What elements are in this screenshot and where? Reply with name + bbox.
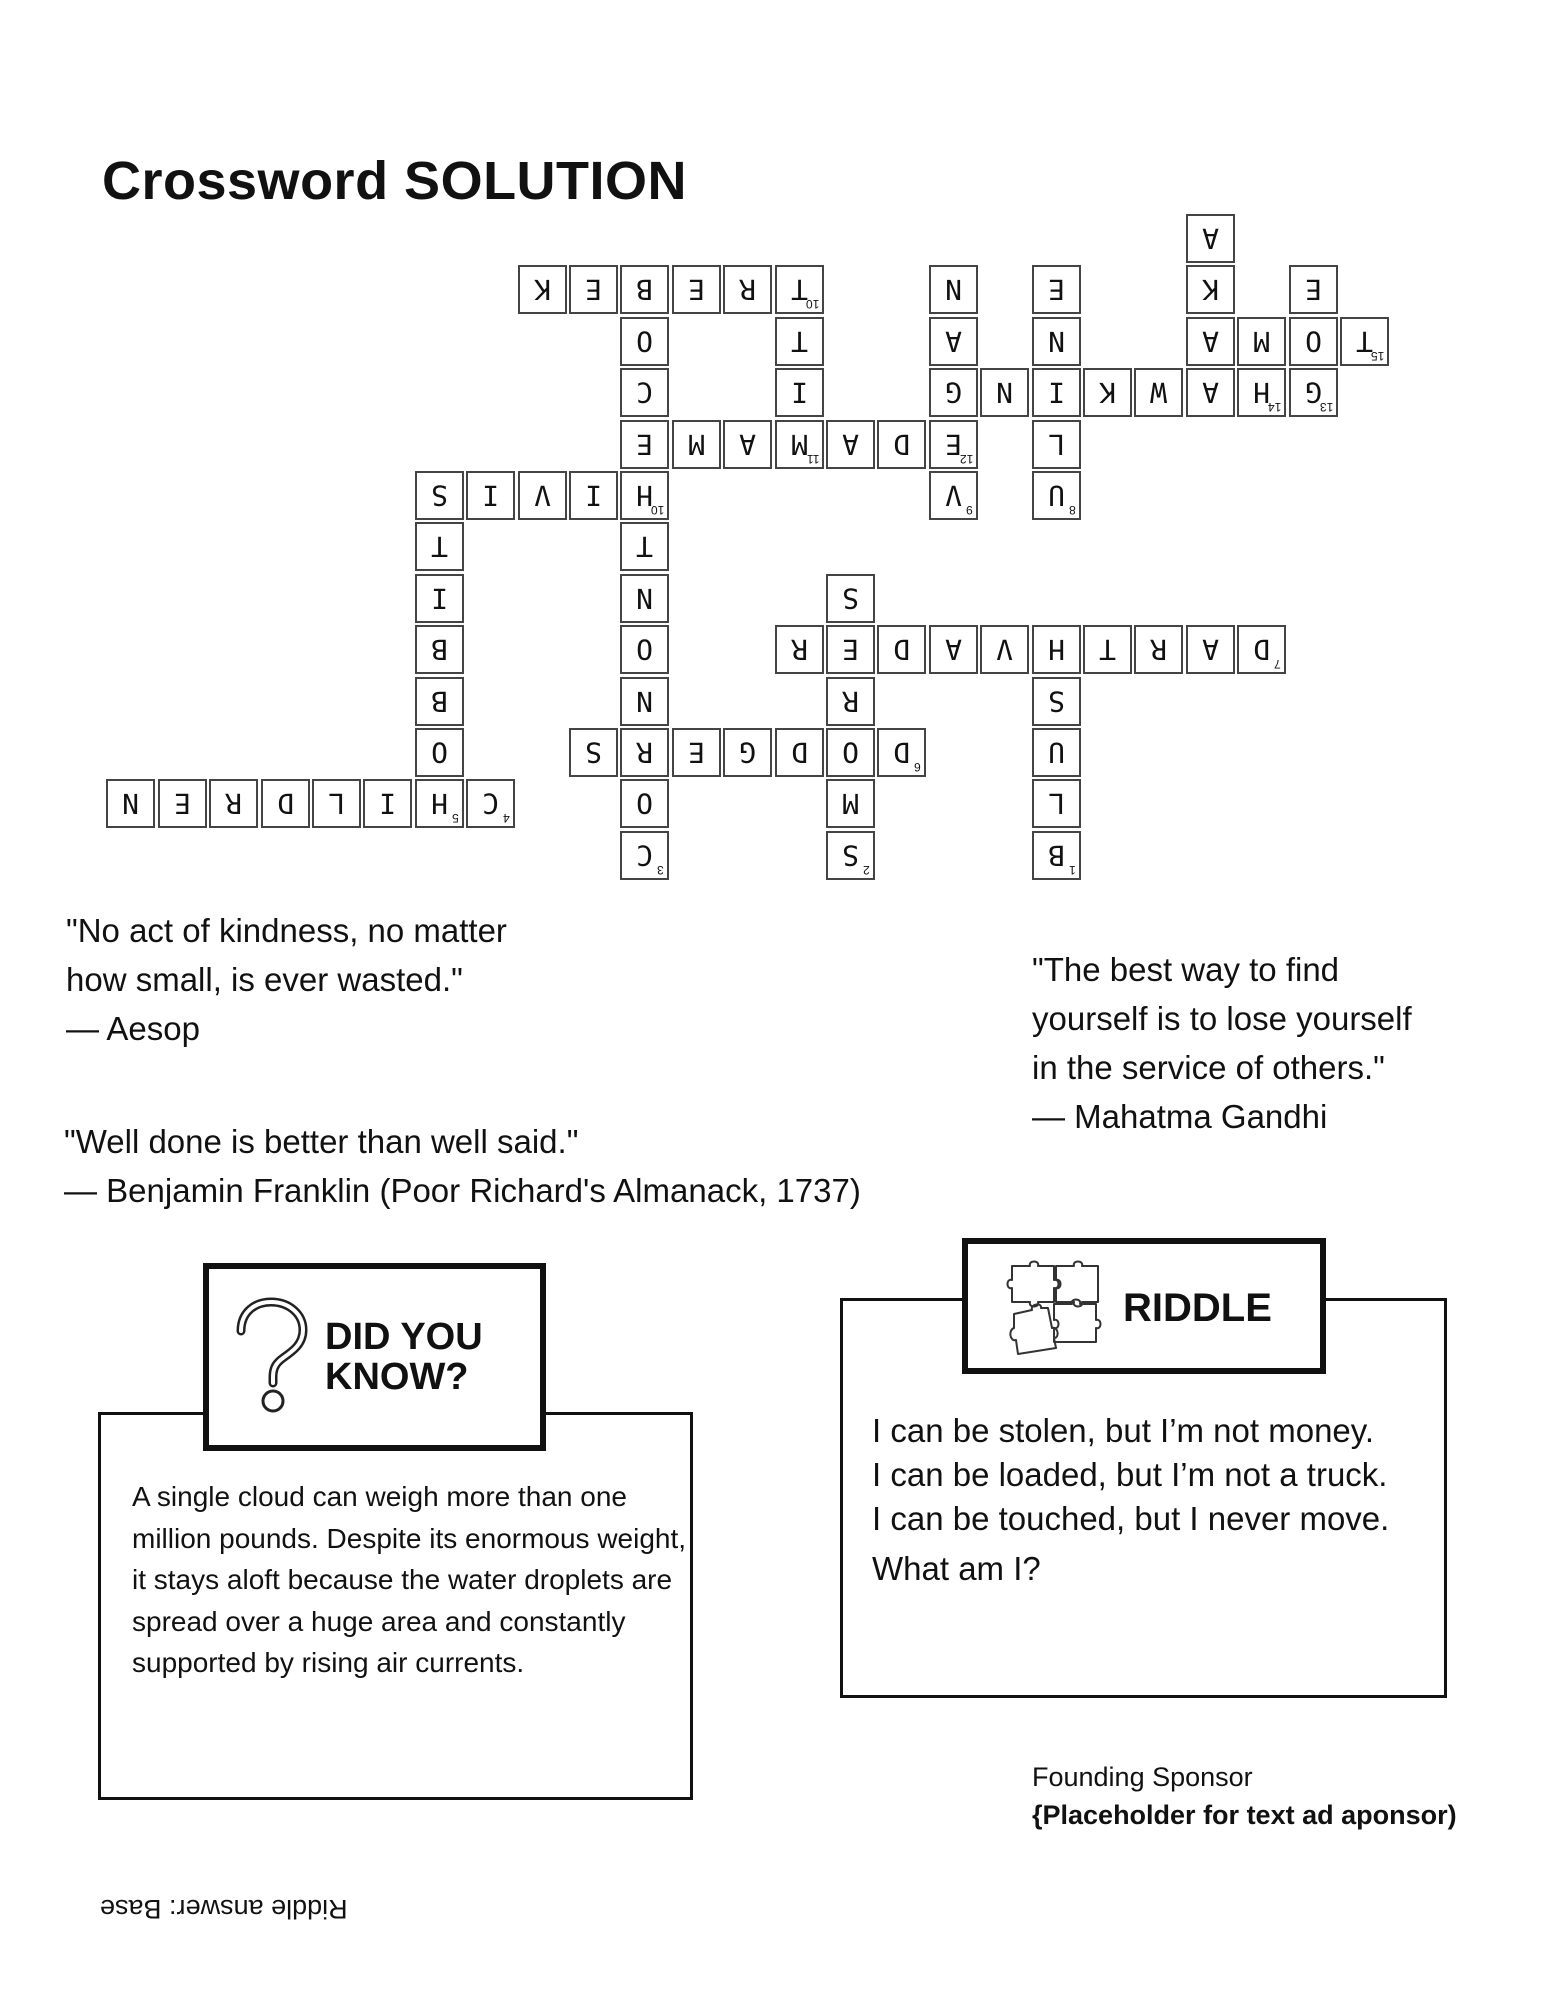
- cell-letter: K: [1099, 376, 1116, 409]
- cell-letter: E: [174, 787, 191, 820]
- crossword-cell: [415, 625, 464, 674]
- cell-letter: T: [431, 530, 448, 563]
- crossword-cell: [106, 779, 155, 828]
- cell-letter: D: [1253, 633, 1270, 666]
- crossword-cell: [569, 471, 618, 520]
- crossword-cell: [775, 728, 824, 777]
- cell-letter: W: [1150, 376, 1167, 409]
- crossword-cell: [312, 779, 361, 828]
- crossword-cell: [1186, 317, 1235, 366]
- quote-author: — Aesop: [66, 1010, 200, 1047]
- quote-franklin: [64, 1117, 861, 1215]
- cell-letter: N: [945, 273, 962, 306]
- sponsor-placeholder: {Placeholder for text ad aponsor): [1032, 1800, 1457, 1830]
- cell-letter: S: [431, 479, 448, 512]
- cell-letter: E: [945, 428, 962, 461]
- sponsor-label: Founding Sponsor: [1032, 1762, 1253, 1792]
- cell-letter: S: [842, 839, 859, 872]
- cell-letter: T: [791, 325, 808, 358]
- crossword-cell: [620, 368, 669, 417]
- cell-number: 11: [806, 452, 819, 466]
- cell-letter: A: [842, 428, 859, 461]
- question-mark-icon: [233, 1297, 309, 1415]
- crossword-cell: [672, 728, 721, 777]
- cell-letter: B: [431, 633, 448, 666]
- cell-letter: A: [1202, 376, 1219, 409]
- riddle-tab: [962, 1238, 1326, 1374]
- cell-letter: I: [585, 479, 602, 512]
- crossword-cell: [826, 625, 875, 674]
- crossword-cell: [158, 779, 207, 828]
- cell-letter: E: [1305, 273, 1322, 306]
- cell-letter: T: [791, 273, 808, 306]
- cell-number: 12: [959, 452, 973, 466]
- cell-number: 14: [1267, 400, 1281, 414]
- cell-letter: K: [534, 273, 551, 306]
- cell-letter: M: [842, 787, 859, 820]
- crossword-cell: [415, 779, 464, 828]
- cell-letter: N: [996, 376, 1013, 409]
- quote-author: — Mahatma Gandhi: [1032, 1098, 1328, 1135]
- riddle-question: What am I?: [872, 1550, 1041, 1587]
- cell-letter: H: [431, 787, 448, 820]
- crossword-cell: [518, 471, 567, 520]
- crossword-cell: [672, 265, 721, 314]
- crossword-cell: [1186, 265, 1235, 314]
- crossword-cell: [826, 831, 875, 880]
- quote-line: yourself is to lose yourself: [1032, 1000, 1412, 1037]
- crossword-cell: [1032, 625, 1081, 674]
- cell-letter: U: [1048, 736, 1065, 769]
- riddle-line: I can be stolen, but I’m not money.: [872, 1412, 1374, 1449]
- cell-letter: S: [1048, 685, 1065, 718]
- quote-line: "Well done is better than well said.": [64, 1123, 579, 1160]
- cell-letter: A: [945, 325, 962, 358]
- sponsor-block: [1032, 1758, 1457, 1834]
- riddle-body: [872, 1409, 1389, 1591]
- riddle-line: I can be touched, but I never move.: [872, 1500, 1390, 1537]
- cell-letter: I: [1048, 376, 1065, 409]
- crossword-cell: [569, 728, 618, 777]
- crossword-cell: [1083, 368, 1132, 417]
- crossword-cell: [826, 728, 875, 777]
- crossword-cell: [1237, 368, 1286, 417]
- cell-letter: D: [791, 736, 808, 769]
- crossword-cell: [672, 420, 721, 469]
- cell-letter: A: [945, 633, 962, 666]
- cell-letter: L: [1048, 428, 1065, 461]
- crossword-cell: [1134, 368, 1183, 417]
- crossword-cell: [415, 677, 464, 726]
- cell-letter: A: [1202, 222, 1219, 255]
- cell-letter: I: [431, 582, 448, 615]
- cell-number: 4: [503, 811, 510, 825]
- crossword-cell: [1186, 368, 1235, 417]
- crossword-cell: [1289, 317, 1338, 366]
- crossword-cell: [929, 420, 978, 469]
- crossword-cell: [929, 368, 978, 417]
- crossword-cell: [518, 265, 567, 314]
- cell-letter: D: [893, 633, 910, 666]
- crossword-cell: [1032, 677, 1081, 726]
- page-title: Crossword SOLUTION: [102, 151, 688, 211]
- cell-letter: R: [791, 633, 808, 666]
- cell-letter: E: [636, 428, 653, 461]
- cell-letter: B: [431, 685, 448, 718]
- crossword-cell: [620, 831, 669, 880]
- cell-letter: M: [688, 428, 705, 461]
- cell-letter: A: [1202, 633, 1219, 666]
- cell-letter: I: [482, 479, 499, 512]
- crossword-cell: [620, 574, 669, 623]
- crossword-cell: [1237, 625, 1286, 674]
- cell-letter: R: [636, 736, 653, 769]
- cell-letter: N: [122, 787, 139, 820]
- crossword-cell: [877, 728, 926, 777]
- crossword-cell: [620, 471, 669, 520]
- cell-letter: E: [688, 273, 705, 306]
- did-you-know-tab: [203, 1263, 546, 1451]
- crossword-cell: [620, 728, 669, 777]
- cell-letter: O: [636, 633, 653, 666]
- cell-letter: N: [636, 582, 653, 615]
- cell-letter: R: [739, 273, 756, 306]
- crossword-cell: [723, 728, 772, 777]
- crossword-cell: [620, 317, 669, 366]
- crossword-cell: [1083, 625, 1132, 674]
- cell-letter: R: [225, 787, 242, 820]
- crossword-cell: [1289, 368, 1338, 417]
- cell-letter: C: [636, 376, 653, 409]
- riddle-answer: Riddle answer: Base: [100, 1894, 348, 1924]
- cell-letter: L: [328, 787, 345, 820]
- crossword-cell: [1032, 831, 1081, 880]
- crossword-cell: [415, 728, 464, 777]
- cell-letter: L: [1048, 787, 1065, 820]
- cell-letter: O: [636, 787, 653, 820]
- cell-number: 10: [805, 297, 819, 311]
- cell-letter: V: [945, 479, 962, 512]
- crossword-cell: [826, 420, 875, 469]
- cell-letter: S: [585, 736, 602, 769]
- cell-letter: O: [1305, 325, 1322, 358]
- crossword-cell: [415, 522, 464, 571]
- crossword-cell: [775, 265, 824, 314]
- cell-number: 2: [863, 863, 870, 877]
- cell-letter: D: [893, 736, 910, 769]
- crossword-cell: [723, 265, 772, 314]
- cell-letter: V: [996, 633, 1013, 666]
- puzzle-pieces-icon: [1004, 1260, 1102, 1356]
- did-you-know-heading: [325, 1317, 483, 1397]
- crossword-cell: [929, 265, 978, 314]
- crossword-cell: [1032, 368, 1081, 417]
- riddle-heading: RIDDLE: [1123, 1286, 1272, 1330]
- cell-letter: R: [1150, 633, 1167, 666]
- cell-letter: M: [1253, 325, 1270, 358]
- crossword-cell: [775, 317, 824, 366]
- crossword-cell: [466, 779, 515, 828]
- cell-letter: T: [1356, 325, 1373, 358]
- crossword-cell: [775, 420, 824, 469]
- cell-letter: N: [1048, 325, 1065, 358]
- crossword-cell: [723, 420, 772, 469]
- cell-letter: S: [842, 582, 859, 615]
- cell-letter: C: [482, 787, 499, 820]
- crossword-cell: [929, 317, 978, 366]
- cell-letter: I: [379, 787, 396, 820]
- crossword-cell: [1032, 420, 1081, 469]
- cell-letter: H: [1048, 633, 1065, 666]
- crossword-cell: [826, 677, 875, 726]
- crossword-cell: [620, 677, 669, 726]
- crossword-cell: [620, 779, 669, 828]
- crossword-cell: [261, 779, 310, 828]
- cell-letter: V: [534, 479, 551, 512]
- cell-letter: O: [636, 325, 653, 358]
- cell-letter: E: [585, 273, 602, 306]
- riddle-line: I can be loaded, but I’m not a truck.: [872, 1456, 1388, 1493]
- cell-letter: G: [1305, 376, 1322, 409]
- heading-line: DID YOU: [325, 1316, 483, 1358]
- crossword-cell: [620, 522, 669, 571]
- cell-letter: H: [1253, 376, 1270, 409]
- cell-letter: N: [636, 685, 653, 718]
- quote-line: in the service of others.": [1032, 1049, 1385, 1086]
- cell-letter: O: [431, 736, 448, 769]
- crossword-cell: [209, 779, 258, 828]
- cell-letter: C: [636, 839, 653, 872]
- crossword-cell: [363, 779, 412, 828]
- cell-number: 10: [650, 503, 664, 517]
- cell-letter: E: [688, 736, 705, 769]
- cell-number: 3: [657, 863, 664, 877]
- quote-line: how small, is ever wasted.": [66, 961, 463, 998]
- crossword-cell: [466, 471, 515, 520]
- cell-letter: H: [636, 479, 653, 512]
- cell-letter: A: [1202, 325, 1219, 358]
- quote-gandhi: [1032, 945, 1412, 1141]
- cell-number: 5: [452, 811, 459, 825]
- crossword-cell: [415, 471, 464, 520]
- crossword-cell: [1032, 779, 1081, 828]
- crossword-cell: [1032, 265, 1081, 314]
- quote-author: — Benjamin Franklin (Poor Richard's Almanack, 1737): [64, 1172, 861, 1209]
- did-you-know-body: A single cloud can weigh more than one million pounds. Despite its enormous weight, it stays aloft because the water droplets are spread over a huge area and constantly supported by rising air currents.: [132, 1481, 687, 1678]
- cell-letter: U: [1048, 479, 1065, 512]
- cell-letter: D: [893, 428, 910, 461]
- crossword-cell: [1340, 317, 1389, 366]
- cell-number: 6: [914, 760, 921, 774]
- crossword-cell: [877, 625, 926, 674]
- cell-number: 8: [1069, 503, 1076, 517]
- crossword-cell: [929, 471, 978, 520]
- cell-number: 13: [1319, 400, 1333, 414]
- crossword-cell: [1032, 471, 1081, 520]
- crossword-cell: [775, 368, 824, 417]
- quote-line: "The best way to find: [1032, 951, 1340, 988]
- crossword-cell: [620, 265, 669, 314]
- crossword-cell: [415, 574, 464, 623]
- cell-number: 7: [1274, 657, 1281, 671]
- crossword-cell: [569, 265, 618, 314]
- crossword-cell: [826, 779, 875, 828]
- cell-letter: B: [1048, 839, 1065, 872]
- cell-letter: E: [1048, 273, 1065, 306]
- cell-letter: D: [277, 787, 294, 820]
- crossword-cell: [1186, 625, 1235, 674]
- crossword-cell: [1134, 625, 1183, 674]
- cell-letter: T: [636, 530, 653, 563]
- crossword-cell: [775, 625, 824, 674]
- crossword-grid: [0, 0, 1545, 900]
- cell-letter: B: [636, 273, 653, 306]
- crossword-cell: [1289, 265, 1338, 314]
- cell-letter: G: [945, 376, 962, 409]
- crossword-cell: [1032, 728, 1081, 777]
- cell-letter: I: [791, 376, 808, 409]
- cell-letter: K: [1202, 273, 1219, 306]
- crossword-cell: [929, 625, 978, 674]
- crossword-cell: [620, 625, 669, 674]
- cell-letter: G: [739, 736, 756, 769]
- crossword-cell: [826, 574, 875, 623]
- quote-aesop: [66, 906, 507, 1053]
- heading-line: KNOW?: [325, 1356, 469, 1398]
- quote-line: "No act of kindness, no matter: [66, 912, 507, 949]
- crossword-cell: [980, 368, 1029, 417]
- cell-letter: M: [791, 428, 808, 461]
- crossword-cell: [980, 625, 1029, 674]
- crossword-cell: [1237, 317, 1286, 366]
- cell-letter: R: [842, 685, 859, 718]
- cell-number: 9: [966, 503, 973, 517]
- cell-number: 1: [1069, 863, 1076, 877]
- cell-letter: T: [1099, 633, 1116, 666]
- crossword-cell: [620, 420, 669, 469]
- cell-letter: O: [842, 736, 859, 769]
- cell-number: 15: [1370, 349, 1384, 363]
- crossword-cell: [1032, 317, 1081, 366]
- cell-letter: A: [739, 428, 756, 461]
- crossword-cell: [877, 420, 926, 469]
- cell-letter: E: [842, 633, 859, 666]
- crossword-cell: [1186, 214, 1235, 263]
